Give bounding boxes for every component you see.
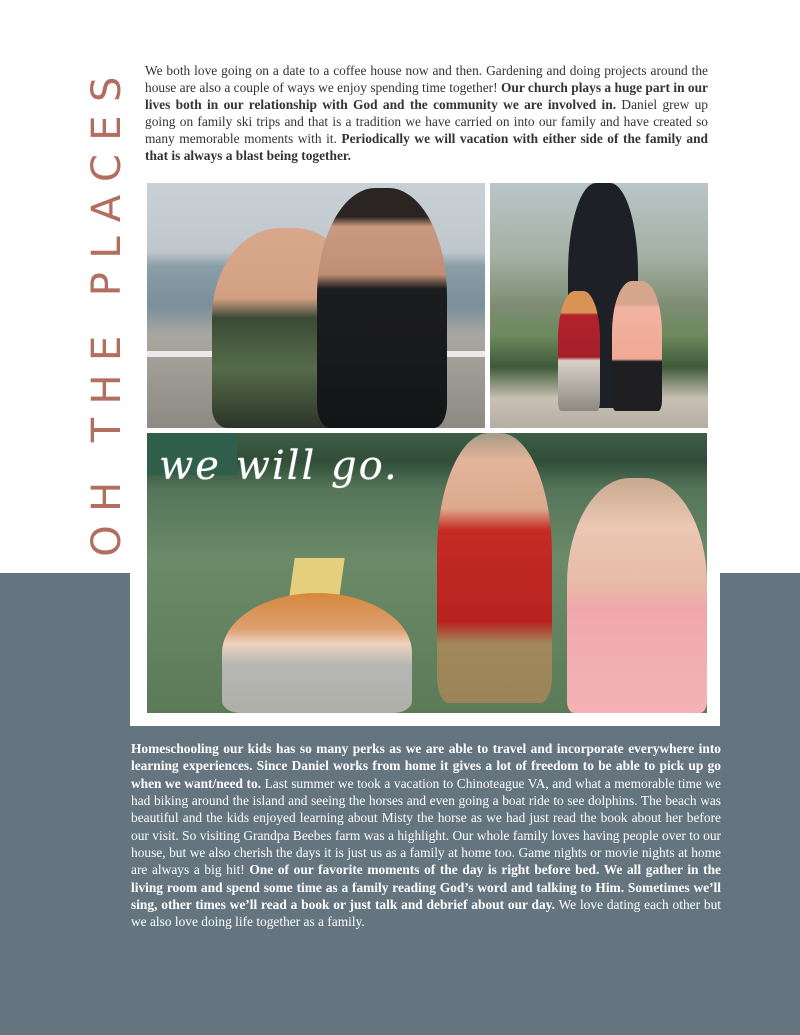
intro-bold-segment: Periodically we will vacation with either side of the family and that is always a blast being together. bbox=[145, 130, 708, 163]
couple-by-the-sea-photo bbox=[147, 183, 485, 428]
toddler-figure bbox=[222, 593, 412, 713]
boy-figure bbox=[437, 433, 552, 703]
intro-text-segment: Daniel grew up going on family ski trips and that is a tradition we have carried on into our family and have created so many memorable moments with it. bbox=[145, 96, 708, 146]
body-bold-segment: One of our favorite moments of the day is right before bed. We all gather in the living room and spend some time as a family reading God’s word and talking to Him. Sometimes we’ll sing, other times we’ll read a book or just talk and debrief about our day. bbox=[131, 862, 721, 913]
body-text-segment: We love dating each other but we also love doing life together as a family. bbox=[131, 897, 721, 930]
vertical-section-heading bbox=[84, 63, 130, 557]
kids-on-lawn-photo bbox=[147, 433, 707, 713]
intro-bold-segment: Our church plays a huge part in our lives both in our relationship with God and the community we are involved in. bbox=[145, 79, 708, 112]
section-title: OH THE PLACES bbox=[84, 63, 130, 557]
intro-text-segment: We both love going on a date to a coffee house now and then. Gardening and doing projects around the house are also a couple of ways we enjoy spending time together! bbox=[145, 63, 708, 95]
body-paragraph bbox=[131, 740, 721, 931]
child-pink-hoodie-figure bbox=[612, 281, 662, 411]
man-figure bbox=[317, 188, 447, 428]
kids-with-statue-photo bbox=[490, 183, 708, 428]
body-bold-segment: Homeschooling our kids has so many perks as we are able to travel and incorporate everywhere into learning experiences. Since Daniel works from home it gives a lot of freedom to be able to pick up go when we want/need to. bbox=[131, 741, 721, 791]
body-text-segment: Last summer we took a vacation to Chinoteague VA, and what a memorable time we had biking around the island and seeing the horses and even going a boat ride to see dolphins. The beach was beautiful and the kids enjoyed learning about Misty the horse as we had just read the book about her before our visit. So visiting Grandpa Beebes farm was a highlight. Our whole family loves having people over to our house, but we also cherish the days it is just us as a family at home too. Game nights or movie nights at home are always a big hit! bbox=[131, 775, 721, 878]
photo-script-caption: we will go. bbox=[159, 443, 399, 489]
girl-figure bbox=[567, 478, 707, 713]
child-red-shirt-figure bbox=[558, 291, 600, 411]
intro-paragraph bbox=[145, 63, 708, 164]
